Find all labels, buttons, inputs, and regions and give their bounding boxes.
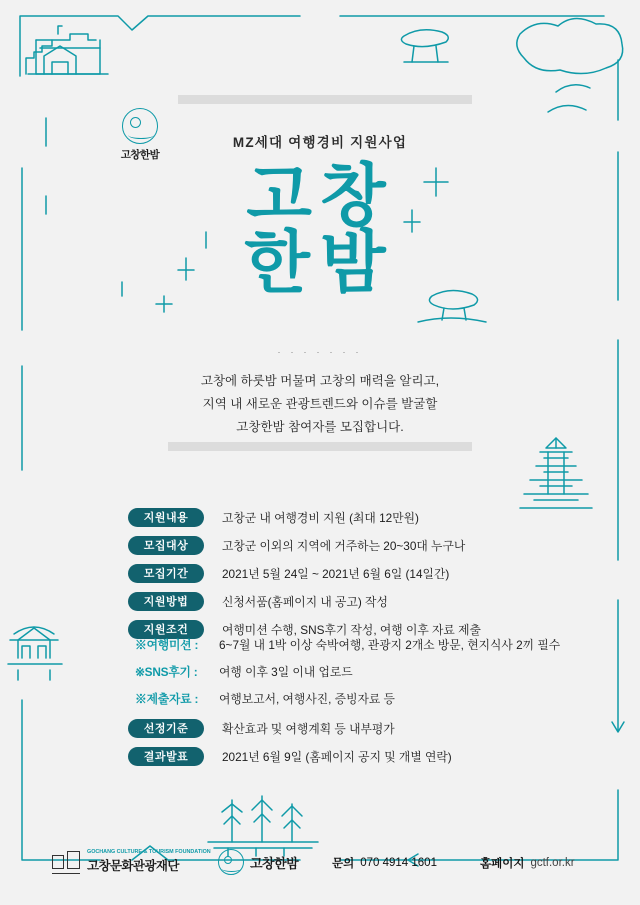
info-row [128,714,548,742]
info-row-label: 선정기준 [128,719,204,738]
page-title [0,158,640,301]
header-band-bottom [168,442,472,451]
lede-line-1: 고창에 하룻밤 머물며 고창의 매력을 알리고, [200,374,440,388]
info-rows-primary [128,503,548,643]
notes-list [135,636,595,717]
homepage-info[interactable] [480,855,575,871]
homepage-label: 홈페이지 [480,858,525,870]
poster-eyebrow: MZ세대 여행경비 지원사업 [232,135,408,150]
note-label: ※여행미션 : [135,638,199,652]
info-row-value: 여행미션 수행, SNS후기 작성, 여행 이후 자료 제출 [222,622,481,637]
info-row [128,531,548,559]
info-row [128,503,548,531]
title-line-2: 한밤 [244,224,396,301]
note-label: ※제출자료 : [135,692,199,706]
poster-lede [0,370,640,439]
note-label: ※SNS후기 : [135,665,198,679]
info-rows-secondary [128,714,548,770]
brand-logo-label: 고창한밤 [120,149,160,161]
info-row [128,742,548,770]
contact-value: 070 4914 1601 [360,857,437,869]
info-row-value: 고창군 이외의 지역에 거주하는 20~30대 누구나 [222,538,466,553]
foundation-name [87,850,211,874]
title-line-1: 고창 [246,158,394,234]
info-row-label: 지원내용 [128,508,204,527]
brand-logo-footer [218,849,298,875]
note-value: 6~7월 내 1박 이상 숙박여행, 관광지 2개소 방문, 현지식사 2끼 필수 [219,638,561,652]
poster-footer [0,845,640,885]
info-row [128,559,548,587]
foundation-mark-icon [52,849,82,875]
foundation-name-main: 고창문화관광재단 [87,858,179,873]
foundation-logo [52,849,211,875]
info-row-label: 모집대상 [128,536,204,555]
info-row-value: 2021년 5월 24일 ~ 2021년 6월 6일 (14일간) [222,566,450,581]
info-row-value: 확산효과 및 여행계획 등 내부평가 [222,721,395,736]
brand-name-footer: 고창한밤 [250,855,299,871]
info-row-value: 신청서품(홈페이지 내 공고) 작성 [222,594,388,609]
homepage-value[interactable]: gctf.or.kr [530,857,575,869]
lede-line-2: 지역 내 새로운 관광트렌드와 이슈를 발굴할 [202,397,438,412]
info-row-label: 지원방법 [128,592,204,611]
info-row-label: 지원조건 [128,620,204,639]
info-row-value: 2021년 6월 9일 (홈페이지 공지 및 개별 연락) [222,749,452,764]
note-item [135,663,595,690]
title-dots: . . . . . . . [277,345,363,355]
contact-info [332,855,437,871]
info-row-label: 모집기간 [128,564,204,583]
lede-line-3: 고창한밤 참여자를 모집합니다. [236,420,404,435]
moon-water-icon [218,849,244,875]
note-value: 여행 이후 3일 이내 업로드 [219,665,353,679]
info-row-label: 결과발표 [128,747,204,766]
info-row-value: 고창군 내 여행경비 지원 (최대 12만원) [222,510,419,525]
note-value: 여행보고서, 여행사진, 증빙자료 등 [219,692,395,706]
note-item [135,690,595,717]
header-band-top [178,95,472,104]
note-item [135,636,595,663]
contact-label: 문의 [332,858,355,870]
foundation-name-sub: GOCHANG CULTURE & TOURISM FOUNDATION [87,849,211,856]
info-row [128,587,548,615]
